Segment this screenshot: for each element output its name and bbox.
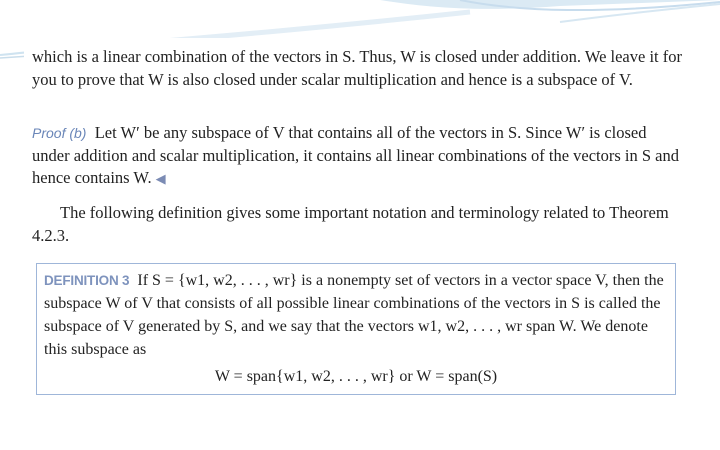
definition-label: DEFINITION 3 xyxy=(44,273,130,288)
end-of-proof-icon: ◀ xyxy=(155,171,166,186)
proof-b-paragraph xyxy=(32,122,682,191)
definition-body xyxy=(44,269,666,361)
proof-label: Proof (b) xyxy=(32,125,87,141)
paragraph-intro-definition xyxy=(32,202,682,247)
paragraph-closure-addition xyxy=(32,46,682,91)
paragraph-1-text: which is a linear combination of the vectors in S. Thus, W is closed under addition. We leave it for you to prove that W is also closed under scalar multiplication and hence is a subspace of V. xyxy=(32,47,682,89)
paragraph-3-text: The following definition gives some important notation and terminology related to Theorem 4.2.3. xyxy=(32,203,669,245)
proof-text: Let W′ be any subspace of V that contains all of the vectors in S. Since W′ is closed under addition and scalar multiplication, it contains all linear combinations of the vectors in S and hence contains W. xyxy=(32,123,680,187)
definition-box xyxy=(36,263,676,395)
definition-equation: W = span{w1, w2, . . . , wr} or W = span(S) xyxy=(214,368,498,385)
definition-text: If S = {w1, w2, . . . , wr} is a nonempty set of vectors in a vector space V, then the subspace W of V that consists of all possible linear combinations of the vectors in S is called the subspace of V generated by S, and we say that the vectors w1, w2, . . . , wr span W. We denote this subspace as xyxy=(44,272,664,358)
textbook-page xyxy=(24,38,700,450)
